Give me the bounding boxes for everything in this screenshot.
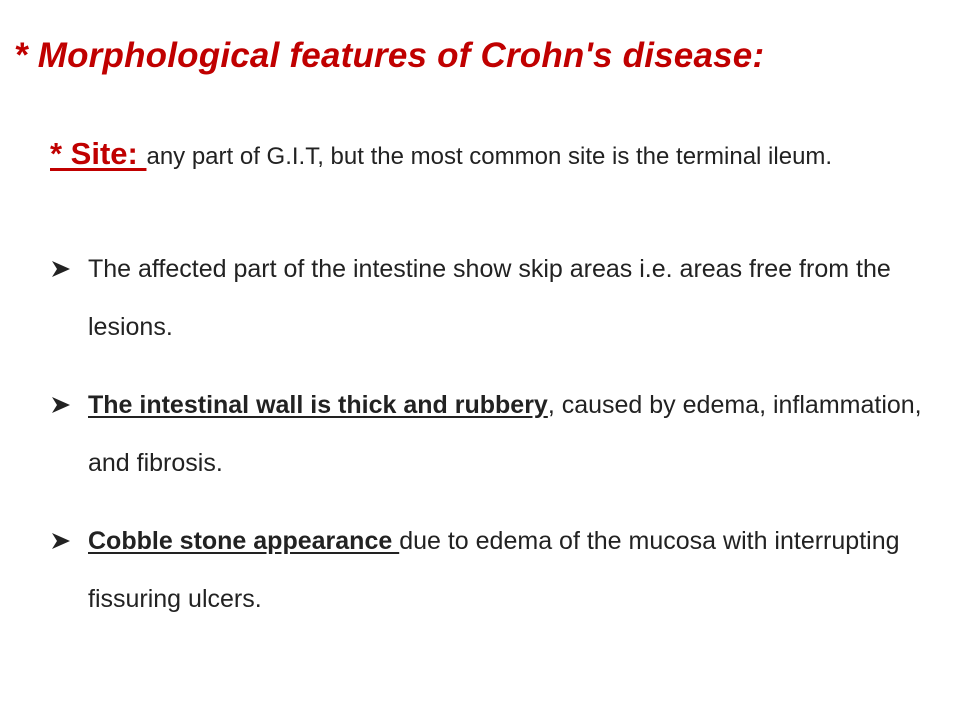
list-item	[50, 512, 930, 628]
site-text: any part of G.I.T, but the most common site is the terminal ileum.	[146, 143, 833, 170]
site-label: * Site:	[50, 136, 147, 171]
bullet-text: due to edema of the mucosa with interrupting fissuring ulcers.	[88, 527, 900, 613]
bullet-emphasis: The intestinal wall is thick and rubbery	[88, 391, 548, 419]
bullet-emphasis: Cobble stone appearance	[88, 527, 400, 555]
arrowhead-bullet-icon	[50, 512, 74, 570]
bullet-text: The affected part of the intestine show skip areas i.e. areas free from the lesions.	[88, 255, 891, 341]
bullet-text: , caused by edema, inflammation, and fibrosis.	[88, 391, 922, 477]
list-item	[50, 240, 930, 356]
site-paragraph	[50, 138, 930, 173]
arrowhead-bullet-icon	[50, 240, 74, 298]
slide-title: * Morphological features of Crohn's disease:	[14, 36, 765, 75]
arrowhead-bullet-icon	[50, 376, 74, 434]
list-item	[50, 376, 930, 492]
feature-list	[50, 240, 930, 648]
